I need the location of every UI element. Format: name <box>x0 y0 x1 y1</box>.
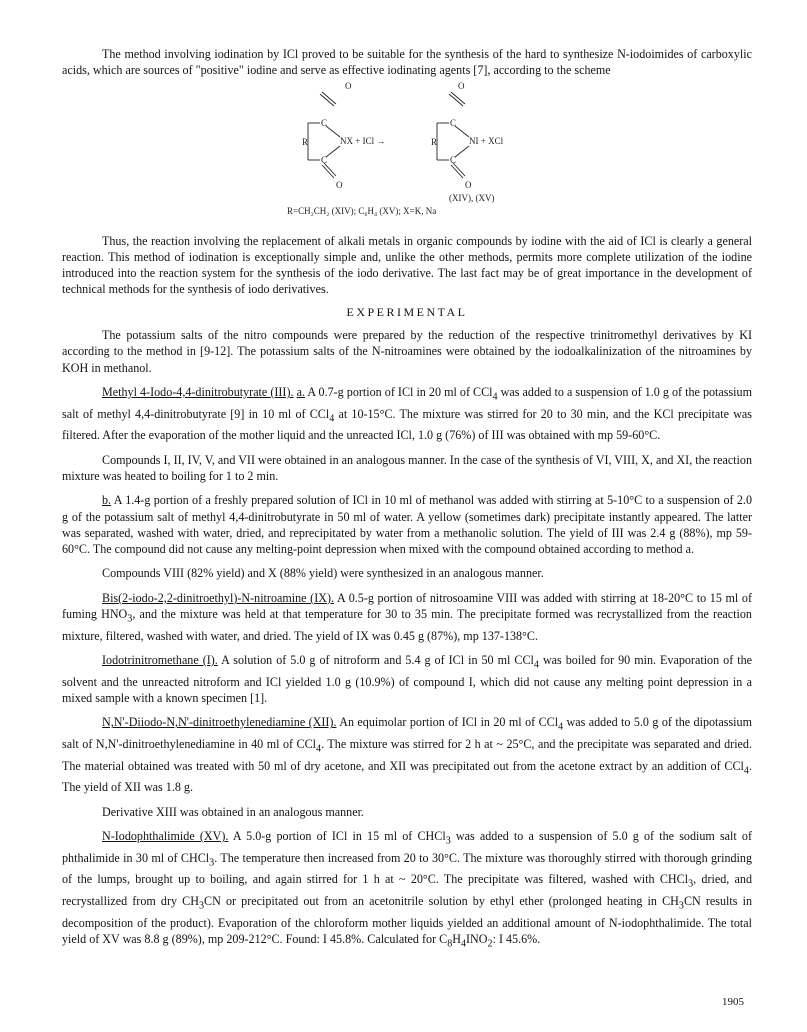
scheme-r-right: R <box>431 136 438 147</box>
paragraph-analogous-compounds: Compounds I, II, IV, V, and VII were obtained in an analogous manner. In the case of the synthesis of VI, VIII, X, and XI, the reaction mixture was heated to boiling for 1 to 2 min. <box>62 452 752 483</box>
subscript: 4 <box>558 721 564 733</box>
text-run: was boiled for 90 min. Evaporation of the solvent and the unreacted nitroform and ICl yielded 1.0 g (10.9%) of compound I, which did not cause any melting point depression in a mixed sample with a known specimen [1]. <box>62 653 753 706</box>
compound-title-iii: Methyl 4-Iodo-4,4-dinitrobutyrate (III). <box>102 384 294 399</box>
subscript: 2 <box>487 938 493 950</box>
paragraph-compounds-viii-x: Compounds VIII (82% yield) and X (88% yield) were synthesized in an analogous manner. <box>102 566 544 581</box>
paragraph-derivative-xiii: Derivative XIII was obtained in an analogous manner. <box>102 804 364 819</box>
text-run: A 5.0-g portion of ICl in 15 ml of CHCl <box>228 829 446 844</box>
paragraph-methyl-iododinitrobutyrate <box>62 384 752 444</box>
text-run: An equimolar portion of ICl in 20 ml of CCl <box>336 715 559 730</box>
subscript: 8 <box>447 938 453 950</box>
bond-right-c-n-upper <box>455 126 469 137</box>
scheme-c-upper-left: C <box>321 117 328 128</box>
subscript: 4 <box>533 659 539 671</box>
subscript: 3 <box>209 857 215 869</box>
subscript: 3 <box>445 835 451 847</box>
subscript: 3 <box>678 900 684 912</box>
subscript: 4 <box>492 391 498 403</box>
subscript: 3 <box>198 900 205 912</box>
paragraph-bis-iododinitroethyl <box>62 590 752 644</box>
text-run: , dried, and recrystallized from dry CH <box>62 872 752 909</box>
paragraph-n-iodophthalimide <box>62 828 752 953</box>
text-run: was added to a suspension of 1.0 g of the potassium salt of methyl 4,4-dinitrobutyrate [9] in 10 ml of CCl <box>62 384 752 421</box>
scheme-o-top-right: O <box>458 80 465 91</box>
subscript: 3 <box>127 613 133 625</box>
bond-left-c-n-lower <box>326 146 340 157</box>
text-run: A solution of 5.0 g of nitroform and 5.4 g of ICl in 50 ml CCl <box>217 653 534 668</box>
scheme-c-lower-right: C <box>450 154 457 165</box>
scheme-r-left: R <box>302 136 309 147</box>
method-label-b: b. <box>102 493 112 508</box>
text-run: was added to 5.0 g of the dipotassium salt of N,N'-dinitroethylenediamine in 40 ml of CCl <box>62 715 752 752</box>
compound-title-ix: Bis(2-iodo-2,2-dinitroethyl)-N-nitroamine (IX). <box>102 590 335 605</box>
paragraph-potassium-salts: The potassium salts of the nitro compounds were prepared by the reduction of the respective trinitromethyl derivatives by KI according to the method in [9-12]. The potassium salts of the N-nitroamines were obtained by the iodoalkalinization of the nitroamines by KOH in methanol. <box>62 328 752 375</box>
text-run: was added to a suspension of 5.0 g of the sodium salt of phthalimide in 30 ml of CHCl <box>62 829 753 865</box>
compound-title-xv: N-Iodophthalimide (XV). <box>102 829 229 844</box>
bond-right-c-n-lower <box>455 146 469 157</box>
method-label-a: a. <box>296 384 305 399</box>
page-number: 1905 <box>722 996 744 1008</box>
compound-title-i: Iodotrinitromethane (I). <box>102 653 218 668</box>
scheme-c-upper-right: C <box>450 117 457 128</box>
compound-title-xii: N,N'-Diiodo-N,N'-dinitroethylenediamine (XII). <box>102 715 337 730</box>
reaction-scheme-drawing <box>62 81 752 253</box>
text-run: : I 45.6%. <box>492 932 541 947</box>
text-run: . The yield of XII was 1.8 g. <box>62 758 752 795</box>
text-run: A 1.4-g portion of a freshly prepared solution of ICl in 10 ml of methanol was added with stirring at 5-10°C to a suspension of 2.0 g of the potassium salt of methyl 4,4-dinitrobutyrate in 50 ml of water. A yellow (sometimes dark) precipitate instantly appeared. The latter was separated, washed with water, dried, and reprecipitated by water from a methanolic solution. The yield of III was 2.4 g (88%), mp 59-60°C. The compound did not cause any melting-point depression when mixed with the compound obtained according to method a. <box>62 493 752 557</box>
bond-left-c-n-upper <box>326 126 340 137</box>
paragraph-diiodo-dinitroethylenediamine <box>62 714 752 795</box>
text-run: A 0.5-g portion of nitrosoamine VIII was added with stirring at 18-20°C to 15 ml of fuming HNO <box>62 590 752 622</box>
text-run: CN results in decomposition of the product). Evaporation of the chloroform mother liquids yielded an additional amount of N-iodophthalimide. The total yield of XV was 8.8 g (89%), mp 209-212°C. Found: I 45.8%. Calculated for C <box>62 894 752 947</box>
scheme-o-bottom-left: O <box>336 179 343 190</box>
scheme-o-top-left: O <box>345 80 352 91</box>
section-heading-experimental: EXPERIMENTAL <box>346 304 468 319</box>
paragraph-reaction-discussion: Thus, the reaction involving the replacement of alkali metals in organic compounds by iodine with the aid of ICl is clearly a general reaction. This method of iodination is exceptionally simple and, unlike the other methods, permits more complete utilization of the iodine introduced into the reaction system for the synthesis of the iodo derivative. The last fact may be of great importance in the development of technical methods for the synthesis of iodo derivatives. <box>62 233 752 297</box>
scheme-compound-numbers: (XIV), (XV) <box>449 192 495 203</box>
text-run: , and the mixture was held at that temperature for 30 to 35 min. The precipitate formed was recrystallized from the reaction mixture, filtered, washed with water, and dried. The yield of IX was 0.45 g (87%), mp 137-138°C. <box>62 607 752 643</box>
scheme-legend: R=CH₂CH₂ (XIV); C₆H₄ (XV); X=K, Na <box>287 205 437 216</box>
scheme-o-bottom-right: O <box>465 179 472 190</box>
text-run: H <box>452 932 461 947</box>
text-run: CN or precipitated out from an acetonitrile solution by ethyl ether (prolonged heating in CH <box>204 894 679 909</box>
scheme-products-right: NI + XCl <box>469 135 504 146</box>
subscript: 3 <box>688 878 694 890</box>
intro-paragraph: The method involving iodination by ICl proved to be suitable for the synthesis of the hard to synthesize N-iodoimides of carboxylic acids, which are sources of "positive" iodine and serve as effective iodinating agents [7], according to the scheme <box>62 47 752 78</box>
subscript: 4 <box>316 743 322 755</box>
scheme-c-lower-left: C <box>321 154 328 165</box>
subscript: 4 <box>460 938 467 950</box>
text-run: . The mixture was stirred for 2 h at ~ 25°C, and the precipitate was separated and dried. The material obtained was treated with 50 ml of dry acetone, and XII was precipitated out from the acetone extract by an addition of CCl <box>62 737 752 773</box>
text-run: . The temperature then increased from 20 to 30°C. The mixture was thoroughly stirred with thorough grinding of the lumps, brought up to boiling, and again stirred for 1 h at ~ 20°C. The precipitate was filtered, washed with CHCl <box>62 850 752 887</box>
page-body <box>62 46 752 953</box>
reaction-scheme <box>62 81 752 253</box>
subscript: 4 <box>329 413 335 425</box>
paragraph-method-b <box>62 492 752 557</box>
text-run: INO <box>466 932 488 947</box>
text-run: at 10-15°C. The mixture was stirred for 20 to 30 min, and the KCl precipitate was filtered. After the evaporation of the mother liquid and the unreacted ICl, 1.0 g (76%) of III was obtained with mp 59-60°C. <box>62 406 753 443</box>
subscript: 4 <box>743 765 749 777</box>
paragraph-iodotrinitromethane <box>62 652 752 706</box>
text-run: A 0.7-g portion of ICl in 20 ml of CCl <box>305 384 493 399</box>
scheme-reagents-left: NX + ICl → <box>340 135 386 146</box>
